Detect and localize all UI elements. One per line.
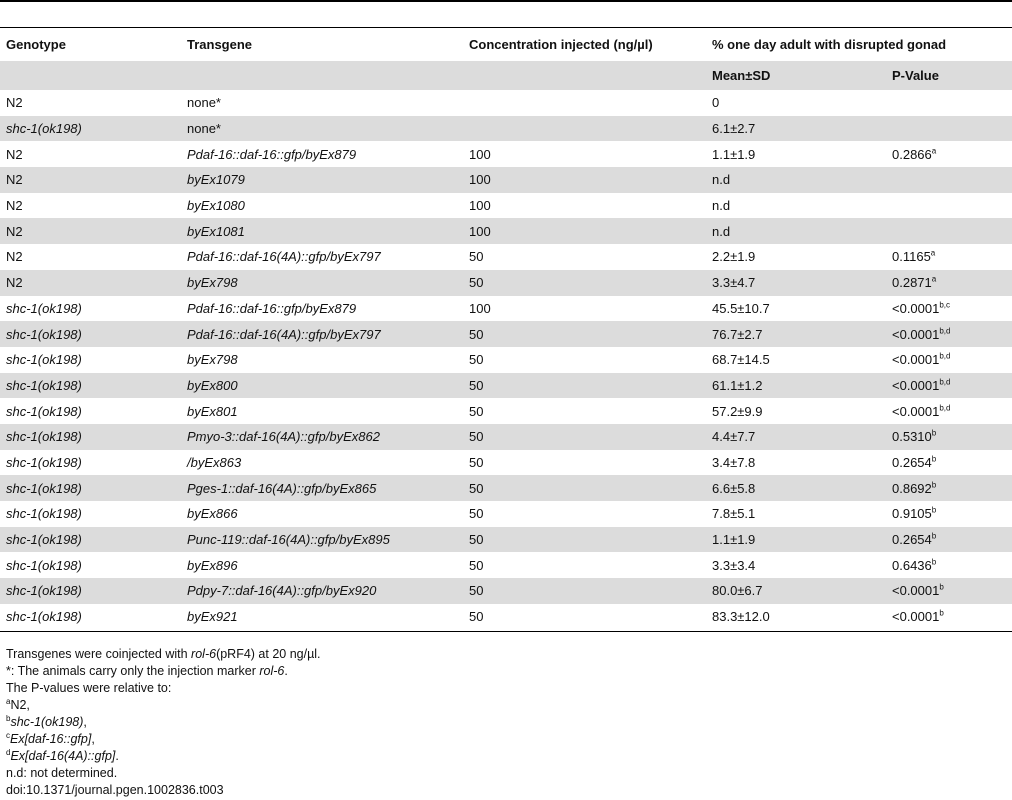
header-row (0, 28, 1012, 61)
cell-concentration: 100 (469, 146, 491, 162)
footnote-marker: b (6, 713, 11, 723)
cell-pvalue: 0.2871$^a$ (886, 270, 1012, 296)
cell-mean-sd: 6.6±5.8 (706, 475, 886, 501)
table-row (0, 450, 1012, 476)
cell-transgene: byEx798 (181, 270, 463, 296)
cell-genotype: shc-1(ok198) (0, 116, 181, 142)
footnote-marker: c (6, 730, 10, 740)
footnote-line (6, 765, 321, 782)
cell-transgene: Pmyo-3::daf-16(4A)::gfp/byEx862 (181, 424, 463, 450)
cell-genotype: N2 (6, 198, 23, 214)
cell-concentration: 50 (469, 557, 484, 573)
footnote-text: rol-6 (259, 664, 285, 678)
pvalue-footnote-marker: b (931, 531, 937, 541)
cell-mean-sd: 76.7±2.7 (706, 321, 886, 347)
cell-genotype: shc-1(ok198) (6, 557, 82, 573)
cell-pvalue: <0.0001$^b$ (892, 608, 944, 625)
cell-transgene: Pdaf-16::daf-16(4A)::gfp/byEx797 (181, 321, 463, 347)
cell-pvalue: 0.5310$^b$ (886, 424, 1012, 450)
footnote-text: N2, (10, 698, 30, 712)
col-genotype-header: Genotype (6, 37, 66, 52)
cell-transgene: byEx800 (181, 373, 463, 399)
pvalue-footnote-marker: b,d (939, 377, 951, 387)
cell-mean-sd: n.d (706, 167, 886, 193)
cell-pvalue: $<0.0001^{b,c}$ (892, 300, 951, 316)
top-rule (0, 0, 1012, 2)
footnote-text: doi:10.1371/journal.pgen.1002836.t003 (6, 783, 224, 797)
cell-mean-sd: 2.2±1.9 (712, 249, 756, 265)
cell-mean-sd: 83.3±12.0 (712, 609, 770, 625)
cell-concentration: 50 (463, 373, 706, 399)
footnote-text: , (91, 732, 95, 746)
cell-pvalue: $<0.0001^{b,d}$ (892, 403, 951, 419)
footnote-text: , (83, 715, 87, 729)
footnote-marker: a (6, 696, 11, 706)
table-row (0, 424, 1012, 450)
cell-transgene: Punc-119::daf-16(4A)::gfp/byEx895 (181, 527, 463, 553)
cell-genotype: N2 (0, 167, 181, 193)
bottom-rule (0, 631, 1012, 632)
cell-pvalue (886, 90, 1012, 116)
cell-pvalue: <0.0001$^b$ (886, 578, 1012, 604)
cell-genotype: shc-1(ok198) (6, 352, 82, 368)
cell-transgene: /byEx863 (187, 454, 242, 470)
pvalue-footnote-marker: b (939, 583, 944, 593)
footnote-line (6, 748, 321, 765)
cell-concentration: 50 (463, 578, 706, 604)
cell-mean-sd: n.d (706, 218, 886, 244)
cell-pvalue: 0.9105$^b$ (892, 506, 937, 522)
cell-transgene: none* (181, 116, 463, 142)
pvalue-footnote-marker: b,d (939, 326, 951, 336)
cell-transgene: byEx798 (187, 352, 238, 368)
pvalue-footnote-marker: b (931, 454, 937, 464)
pvalue-footnote-marker: b (931, 506, 937, 516)
table-row (0, 90, 1012, 116)
pvalue-footnote-marker: b,d (939, 403, 951, 413)
cell-mean-sd: 57.2±9.9 (712, 403, 763, 419)
cell-mean-sd: 80.0±6.7 (706, 578, 886, 604)
cell-transgene: Pdaf-16::daf-16::gfp/byEx879 (187, 300, 357, 316)
cell-mean-sd: 3.3±3.4 (712, 557, 756, 573)
cell-transgene: byEx1081 (181, 218, 463, 244)
footnote-text: (pRF4) at 20 ng/µl. (216, 647, 321, 661)
cell-concentration: 50 (463, 270, 706, 296)
cell-pvalue (886, 167, 1012, 193)
cell-pvalue (886, 116, 1012, 142)
cell-pvalue: 0.8692$^b$ (886, 475, 1012, 501)
cell-concentration: 100 (463, 167, 706, 193)
pvalue-footnote-marker: b (931, 428, 937, 438)
cell-genotype: N2 (6, 95, 23, 111)
cell-pvalue: 0.2654$^b$ (892, 454, 937, 470)
cell-concentration: 50 (469, 506, 484, 522)
cell-genotype: shc-1(ok198) (6, 506, 82, 522)
cell-concentration: 50 (463, 475, 706, 501)
table-row (0, 193, 1012, 219)
cell-transgene: byEx801 (187, 403, 238, 419)
cell-transgene: Pdaf-16::daf-16(4A)::gfp/byEx797 (187, 249, 381, 265)
cell-transgene: Pges-1::daf-16(4A)::gfp/byEx865 (181, 475, 463, 501)
cell-mean-sd: 6.1±2.7 (706, 116, 886, 142)
cell-pvalue: $<0.0001^{b,d}$ (886, 321, 1012, 347)
table-row (0, 475, 1012, 501)
footnote-line (6, 646, 321, 663)
results-table (0, 28, 1012, 629)
cell-concentration: 50 (463, 321, 706, 347)
table-row (0, 270, 1012, 296)
cell-genotype: shc-1(ok198) (0, 578, 181, 604)
footnote-text: . (284, 664, 288, 678)
cell-genotype: shc-1(ok198) (0, 424, 181, 450)
cell-concentration: 100 (463, 218, 706, 244)
table-row (0, 244, 1012, 270)
footnote-text: . (115, 749, 119, 763)
col-transgene-header: Transgene (187, 37, 253, 52)
table-row (0, 347, 1012, 373)
pvalue-footnote-marker: b,c (939, 300, 951, 310)
table-footnotes (6, 646, 321, 799)
cell-pvalue: 0.1165$^a$ (892, 249, 936, 265)
footnote-text: *: The animals carry only the injection marker (6, 664, 260, 678)
footnote-line (6, 697, 321, 714)
table-row (0, 296, 1012, 322)
cell-transgene: none* (187, 95, 221, 111)
cell-pvalue: 0.2654$^b$ (886, 527, 1012, 553)
cell-genotype: shc-1(ok198) (0, 475, 181, 501)
pvalue-footnote-marker: a (931, 274, 937, 284)
cell-mean-sd: n.d (712, 198, 731, 214)
cell-concentration: 100 (469, 198, 491, 214)
cell-mean-sd: 7.8±5.1 (712, 506, 756, 522)
cell-mean-sd: 3.4±7.8 (712, 454, 756, 470)
footnote-marker: d (6, 747, 11, 757)
cell-concentration (463, 90, 706, 116)
cell-transgene: Pdpy-7::daf-16(4A)::gfp/byEx920 (181, 578, 463, 604)
footnote-text: The P-values were relative to: (6, 681, 172, 695)
cell-genotype: shc-1(ok198) (0, 373, 181, 399)
footnote-text: shc-1(ok198) (10, 715, 84, 729)
table-row (0, 552, 1012, 578)
cell-genotype: N2 (6, 249, 23, 265)
cell-genotype: N2 (0, 270, 181, 296)
table-row (0, 321, 1012, 347)
pvalue-footnote-marker: b (939, 608, 944, 618)
cell-concentration: 50 (463, 527, 706, 553)
cell-concentration: 50 (469, 609, 484, 625)
col-concentration-header: Concentration injected (ng/µl) (469, 37, 653, 52)
pvalue-footnote-marker: b (931, 480, 937, 490)
footnote-line (6, 714, 321, 731)
cell-genotype: N2 (6, 146, 23, 162)
cell-mean-sd: 4.4±7.7 (706, 424, 886, 450)
cell-pvalue: $<0.0001^{b,d}$ (886, 373, 1012, 399)
cell-genotype: shc-1(ok198) (6, 403, 82, 419)
cell-genotype: N2 (0, 218, 181, 244)
col-pvalue-header: P-Value (886, 61, 1012, 90)
table-row (0, 398, 1012, 424)
cell-concentration: 50 (463, 424, 706, 450)
pvalue-footnote-marker: b,d (939, 351, 951, 361)
cell-pvalue: $<0.0001^{b,d}$ (892, 351, 951, 368)
footnote-text: Ex[daf-16(4A)::gfp] (10, 749, 116, 763)
cell-concentration: 100 (469, 300, 491, 316)
footnote-line (6, 782, 321, 799)
col-group-header: % one day adult with disrupted gonad (712, 37, 947, 52)
table-row (0, 141, 1012, 167)
cell-pvalue: 0.2866$^a$ (892, 146, 937, 162)
table-row (0, 604, 1012, 630)
footnote-text: Ex[daf-16::gfp] (10, 732, 92, 746)
table-row (0, 578, 1012, 604)
cell-mean-sd: 68.7±14.5 (712, 352, 770, 368)
cell-mean-sd: 3.3±4.7 (706, 270, 886, 296)
table-row (0, 116, 1012, 142)
cell-pvalue: 0.6436$^b$ (892, 557, 937, 573)
cell-genotype: shc-1(ok198) (6, 300, 82, 316)
cell-transgene: byEx921 (187, 609, 238, 625)
cell-pvalue (886, 218, 1012, 244)
table-row (0, 373, 1012, 399)
cell-transgene: byEx1080 (187, 198, 245, 214)
table-body (0, 90, 1012, 629)
cell-mean-sd: 0 (712, 95, 720, 111)
table-row (0, 501, 1012, 527)
cell-genotype: shc-1(ok198) (0, 527, 181, 553)
cell-mean-sd: 61.1±1.2 (706, 373, 886, 399)
pvalue-footnote-marker: b (931, 557, 937, 567)
cell-mean-sd: 45.5±10.7 (712, 300, 770, 316)
footnote-line (6, 731, 321, 748)
footnote-line (6, 663, 321, 680)
cell-genotype: shc-1(ok198) (6, 609, 82, 625)
footnote-text: n.d: not determined. (6, 766, 118, 780)
cell-genotype: shc-1(ok198) (0, 321, 181, 347)
cell-genotype: shc-1(ok198) (6, 454, 82, 470)
cell-concentration: 50 (469, 403, 484, 419)
cell-mean-sd: 1.1±1.9 (712, 146, 756, 162)
pvalue-footnote-marker: a (931, 146, 937, 156)
table-row (0, 167, 1012, 193)
cell-concentration: 50 (469, 352, 484, 368)
col-mean-header: Mean±SD (706, 61, 886, 90)
footnote-text: rol-6 (191, 647, 217, 661)
table-row (0, 527, 1012, 553)
cell-mean-sd: 1.1±1.9 (706, 527, 886, 553)
footnote-text: Transgenes were coinjected with (6, 647, 192, 661)
cell-transgene: byEx1079 (181, 167, 463, 193)
table-row (0, 218, 1012, 244)
cell-pvalue (886, 193, 1012, 219)
cell-concentration (463, 116, 706, 142)
cell-transgene: Pdaf-16::daf-16::gfp/byEx879 (187, 146, 357, 162)
subheader-row (0, 61, 1012, 90)
pvalue-footnote-marker: a (930, 249, 936, 259)
cell-concentration: 50 (469, 454, 484, 470)
cell-transgene: byEx866 (187, 506, 238, 522)
cell-transgene: byEx896 (187, 557, 238, 573)
footnote-line (6, 680, 321, 697)
cell-concentration: 50 (469, 249, 484, 265)
